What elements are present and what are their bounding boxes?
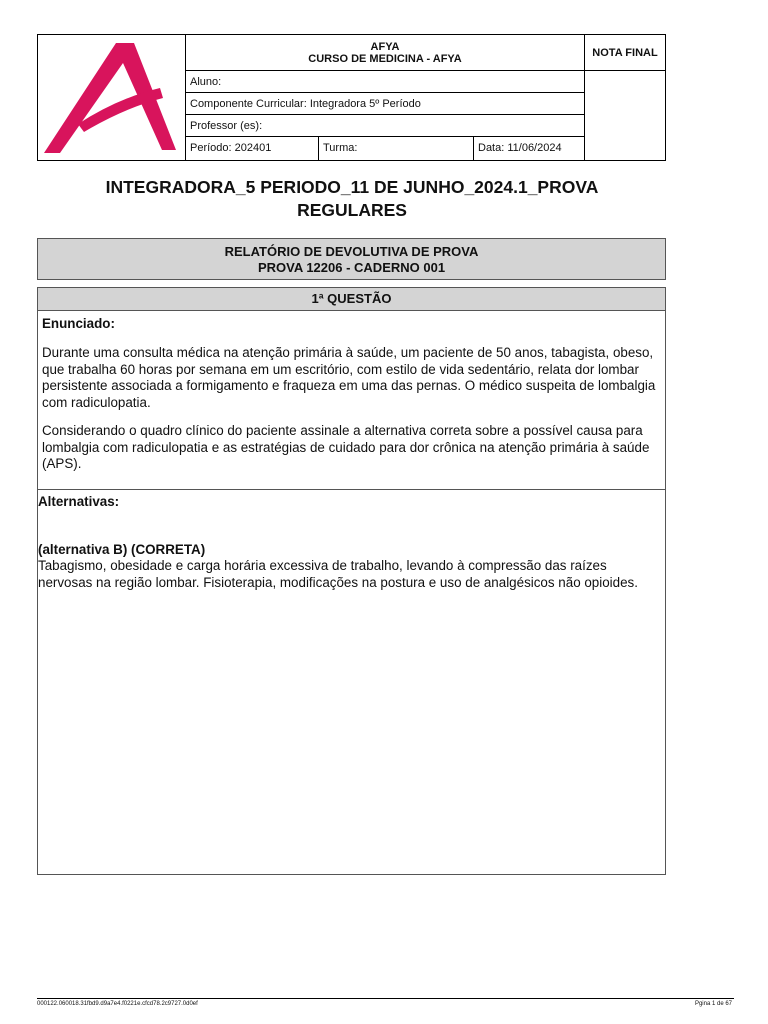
- report-subtitle: PROVA 12206 - CADERNO 001: [257, 260, 446, 275]
- enunciado-label: Enunciado:: [42, 316, 115, 331]
- aluno-field: Aluno:: [186, 71, 585, 93]
- course-name: CURSO DE MEDICINA - AFYA: [308, 52, 462, 65]
- enunciado-paragraph-2: Considerando o quadro clínico do paciente assinale a alternativa correta sobre a possível causa para lombalgia com radiculopatia e as estratégias de cuidado para dor crônica na atenção primária à saúde (APS).: [42, 423, 650, 471]
- period-row: [186, 137, 585, 161]
- componente-field: Componente Curricular: Integradora 5º Período: [186, 93, 585, 115]
- header-table: [37, 34, 666, 161]
- alternativas-label: Alternativas:: [38, 494, 120, 509]
- periodo-field: Período: 202401: [186, 137, 319, 160]
- nota-final-value: [585, 71, 666, 161]
- alternative-text: Tabagismo, obesidade e carga horária excessiva de trabalho, levando à compressão das raízes nervosas na região lombar. Fisioterapia, modificações na postura e uso de analgésicos não opioides.: [38, 558, 638, 590]
- question-heading: 1ª QUESTÃO: [37, 287, 666, 311]
- section-divider: [37, 489, 666, 490]
- page-title: INTEGRADORA_5 PERIODO_11 DE JUNHO_2024.1_PROVA REGULARES: [105, 177, 599, 220]
- nota-final-label: NOTA FINAL: [585, 35, 666, 71]
- footer-page-number: Pgina 1 de 67: [694, 1001, 732, 1007]
- footer-divider: [37, 998, 734, 999]
- data-field: Data: 11/06/2024: [478, 142, 562, 154]
- alternative-heading: (alternativa B) (CORRETA): [38, 542, 206, 557]
- report-title: RELATÓRIO DE DEVOLUTIVA DE PROVA: [224, 244, 479, 259]
- afya-logo-icon: [38, 36, 185, 159]
- footer-hash: 000122.060018.31fbd9.d9a7e4.f0221e.cfcd78.2c9727.0d0ef: [37, 1001, 198, 1007]
- professor-field: Professor (es):: [186, 115, 585, 137]
- turma-field: Turma:: [319, 137, 474, 160]
- enunciado-paragraph-1: Durante uma consulta médica na atenção primária à saúde, um paciente de 50 anos, tabagista, obeso, que trabalha 60 horas por semana em um escritório, com estilo de vida sedentário, relata dor lombar persistente associada a formigamento e fraqueza em uma das pernas. O médico suspeita de lombalgia com radiculopatia.: [42, 345, 656, 410]
- logo-cell: [38, 35, 186, 161]
- institution-name: AFYA: [370, 40, 400, 53]
- report-heading: [37, 238, 666, 280]
- institution-heading: [186, 35, 585, 71]
